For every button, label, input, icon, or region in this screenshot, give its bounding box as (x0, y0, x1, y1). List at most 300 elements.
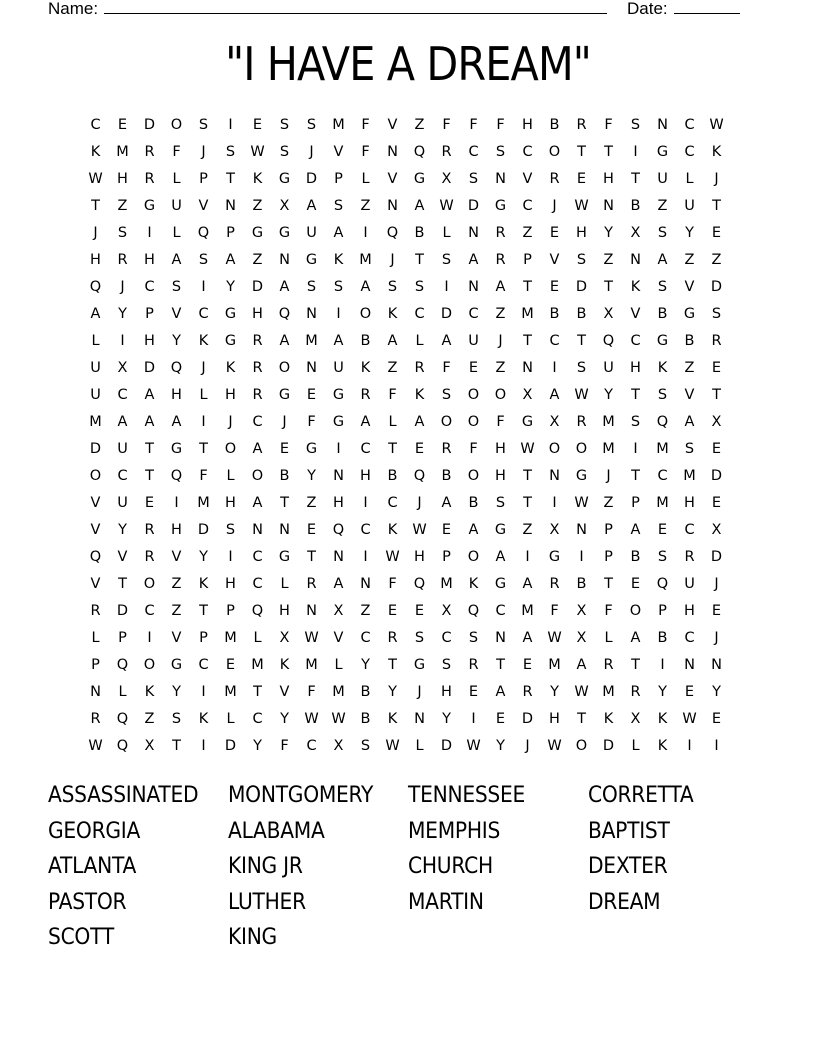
grid-letter[interactable]: K (711, 144, 722, 160)
grid-letter[interactable]: Q (89, 549, 102, 565)
grid-letter[interactable]: N (657, 117, 668, 133)
grid-letter[interactable]: E (711, 225, 722, 241)
grid-letter[interactable]: V (171, 630, 182, 646)
grid-letter[interactable]: N (252, 522, 263, 538)
grid-letter[interactable]: K (333, 252, 344, 268)
grid-letter[interactable]: X (333, 738, 344, 754)
grid-letter[interactable]: L (172, 225, 181, 241)
grid-letter[interactable]: M (224, 684, 237, 700)
grid-letter[interactable]: S (360, 738, 371, 754)
grid-letter[interactable]: U (684, 198, 695, 214)
grid-letter[interactable]: W (547, 630, 562, 646)
grid-letter[interactable]: I (660, 657, 665, 673)
grid-letter[interactable]: A (495, 279, 506, 295)
grid-letter[interactable]: J (417, 684, 422, 700)
grid-letter[interactable]: M (656, 441, 669, 457)
grid-letter[interactable]: B (657, 630, 668, 646)
grid-letter[interactable]: D (143, 117, 156, 133)
grid-letter[interactable]: L (226, 468, 235, 484)
grid-letter[interactable]: N (279, 252, 290, 268)
grid-letter[interactable]: H (576, 225, 587, 241)
grid-letter[interactable]: Q (656, 576, 669, 592)
grid-letter[interactable]: L (685, 171, 694, 187)
grid-letter[interactable]: P (91, 657, 100, 673)
grid-letter[interactable]: N (603, 198, 614, 214)
grid-letter[interactable]: P (118, 630, 127, 646)
grid-letter[interactable]: R (468, 657, 479, 673)
grid-letter[interactable]: K (90, 144, 101, 160)
grid-letter[interactable]: H (549, 711, 560, 727)
grid-letter[interactable]: R (90, 603, 101, 619)
grid-letter[interactable]: S (657, 387, 668, 403)
grid-letter[interactable]: Y (118, 306, 127, 322)
grid-letter[interactable]: C (522, 144, 533, 160)
grid-letter[interactable]: L (226, 711, 235, 727)
grid-letter[interactable]: B (549, 306, 560, 322)
grid-letter[interactable]: T (388, 657, 397, 673)
grid-letter[interactable]: E (306, 522, 317, 538)
grid-letter[interactable]: H (360, 468, 371, 484)
grid-letter[interactable]: A (252, 441, 263, 457)
grid-letter[interactable]: H (252, 306, 263, 322)
grid-letter[interactable]: O (467, 414, 480, 430)
grid-letter[interactable]: Y (226, 279, 235, 295)
grid-letter[interactable]: N (711, 657, 722, 673)
grid-letter[interactable]: J (390, 252, 395, 268)
grid-letter[interactable]: T (415, 252, 424, 268)
grid-letter[interactable]: U (90, 387, 101, 403)
grid-letter[interactable]: Q (413, 468, 426, 484)
grid-letter[interactable]: Z (306, 495, 317, 511)
grid-letter[interactable]: T (631, 468, 640, 484)
grid-letter[interactable]: A (630, 522, 641, 538)
grid-letter[interactable]: A (144, 414, 155, 430)
grid-letter[interactable]: J (282, 414, 287, 430)
grid-letter[interactable]: H (117, 171, 128, 187)
grid-letter[interactable]: A (171, 252, 182, 268)
grid-letter[interactable]: G (332, 414, 345, 430)
grid-letter[interactable]: F (496, 117, 505, 133)
grid-letter[interactable]: B (414, 225, 425, 241)
grid-letter[interactable]: N (90, 684, 101, 700)
grid-letter[interactable]: U (90, 360, 101, 376)
grid-letter[interactable]: B (549, 117, 560, 133)
grid-letter[interactable]: S (333, 198, 344, 214)
grid-letter[interactable]: K (198, 333, 209, 349)
grid-letter[interactable]: W (304, 711, 319, 727)
grid-letter[interactable]: B (657, 306, 668, 322)
grid-letter[interactable]: D (467, 198, 480, 214)
grid-letter[interactable]: Y (172, 684, 181, 700)
grid-letter[interactable]: T (604, 576, 613, 592)
grid-letter[interactable]: S (576, 360, 587, 376)
grid-letter[interactable]: Y (550, 684, 559, 700)
grid-letter[interactable]: N (279, 522, 290, 538)
grid-letter[interactable]: A (549, 387, 560, 403)
grid-letter[interactable]: O (170, 117, 183, 133)
grid-letter[interactable]: Q (170, 468, 183, 484)
grid-letter[interactable]: E (684, 684, 695, 700)
grid-letter[interactable]: W (88, 171, 103, 187)
grid-letter[interactable]: S (576, 252, 587, 268)
grid-letter[interactable]: U (171, 198, 182, 214)
grid-letter[interactable]: M (332, 117, 345, 133)
grid-letter[interactable]: T (307, 549, 316, 565)
grid-letter[interactable]: S (198, 117, 209, 133)
grid-letter[interactable]: M (197, 495, 210, 511)
grid-letter[interactable]: H (495, 441, 506, 457)
grid-letter[interactable]: P (442, 549, 451, 565)
grid-letter[interactable]: C (252, 414, 263, 430)
grid-letter[interactable]: I (714, 738, 719, 754)
grid-letter[interactable]: L (118, 684, 127, 700)
grid-letter[interactable]: N (549, 468, 560, 484)
grid-letter[interactable]: N (522, 360, 533, 376)
grid-letter[interactable]: I (336, 441, 341, 457)
grid-letter[interactable]: P (523, 252, 532, 268)
grid-letter[interactable]: P (145, 306, 154, 322)
grid-letter[interactable]: I (525, 549, 530, 565)
grid-letter[interactable]: R (144, 549, 155, 565)
grid-letter[interactable]: Q (278, 306, 291, 322)
grid-letter[interactable]: D (440, 738, 453, 754)
grid-letter[interactable]: A (414, 414, 425, 430)
grid-letter[interactable]: W (88, 738, 103, 754)
grid-letter[interactable]: M (548, 657, 561, 673)
grid-letter[interactable]: S (657, 279, 668, 295)
grid-letter[interactable]: R (495, 225, 506, 241)
grid-letter[interactable]: T (145, 468, 154, 484)
grid-letter[interactable]: O (548, 441, 561, 457)
grid-letter[interactable]: R (387, 630, 398, 646)
grid-letter[interactable]: E (468, 684, 479, 700)
grid-letter[interactable]: X (711, 522, 722, 538)
grid-letter[interactable]: H (279, 603, 290, 619)
grid-letter[interactable]: I (201, 684, 206, 700)
grid-letter[interactable]: J (228, 414, 233, 430)
grid-letter[interactable]: K (252, 171, 263, 187)
grid-letter[interactable]: C (90, 117, 101, 133)
grid-letter[interactable]: E (711, 495, 722, 511)
grid-letter[interactable]: E (117, 117, 128, 133)
grid-letter[interactable]: I (228, 117, 233, 133)
grid-letter[interactable]: L (604, 630, 613, 646)
grid-letter[interactable]: Q (170, 360, 183, 376)
grid-letter[interactable]: R (576, 117, 587, 133)
grid-letter[interactable]: R (252, 360, 263, 376)
grid-letter[interactable]: A (495, 684, 506, 700)
grid-letter[interactable]: M (224, 630, 237, 646)
grid-letter[interactable]: C (306, 738, 317, 754)
grid-letter[interactable]: K (198, 711, 209, 727)
grid-letter[interactable]: T (712, 387, 721, 403)
grid-letter[interactable]: Q (332, 522, 345, 538)
grid-letter[interactable]: Y (658, 684, 667, 700)
grid-letter[interactable]: T (631, 657, 640, 673)
grid-letter[interactable]: G (143, 198, 156, 214)
grid-letter[interactable]: O (467, 468, 480, 484)
grid-letter[interactable]: E (144, 495, 155, 511)
grid-letter[interactable]: X (549, 522, 560, 538)
grid-letter[interactable]: C (198, 657, 209, 673)
grid-letter[interactable]: N (333, 549, 344, 565)
grid-letter[interactable]: L (91, 630, 100, 646)
grid-letter[interactable]: U (333, 360, 344, 376)
grid-letter[interactable]: N (468, 279, 479, 295)
grid-letter[interactable]: Z (360, 603, 371, 619)
grid-letter[interactable]: C (360, 630, 371, 646)
grid-letter[interactable]: R (252, 387, 263, 403)
grid-letter[interactable]: V (279, 684, 290, 700)
grid-letter[interactable]: G (683, 306, 696, 322)
grid-letter[interactable]: T (523, 333, 532, 349)
grid-letter[interactable]: S (630, 414, 641, 430)
grid-letter[interactable]: P (631, 495, 640, 511)
grid-letter[interactable]: Y (388, 684, 397, 700)
grid-letter[interactable]: K (387, 306, 398, 322)
grid-letter[interactable]: F (442, 117, 451, 133)
grid-letter[interactable]: S (684, 441, 695, 457)
grid-letter[interactable]: A (657, 252, 668, 268)
grid-letter[interactable]: Z (495, 360, 506, 376)
grid-letter[interactable]: J (606, 468, 611, 484)
grid-letter[interactable]: E (549, 279, 560, 295)
grid-letter[interactable]: H (171, 522, 182, 538)
grid-letter[interactable]: S (657, 549, 668, 565)
grid-letter[interactable]: S (279, 144, 290, 160)
grid-letter[interactable]: I (174, 495, 179, 511)
grid-letter[interactable]: T (631, 387, 640, 403)
grid-letter[interactable]: I (363, 225, 368, 241)
grid-letter[interactable]: I (147, 630, 152, 646)
grid-letter[interactable]: X (279, 198, 290, 214)
grid-letter[interactable]: Q (467, 603, 480, 619)
grid-letter[interactable]: M (332, 684, 345, 700)
grid-letter[interactable]: V (90, 576, 101, 592)
grid-letter[interactable]: Z (657, 198, 668, 214)
grid-letter[interactable]: S (171, 279, 182, 295)
grid-letter[interactable]: Y (199, 549, 208, 565)
grid-letter[interactable]: N (225, 198, 236, 214)
grid-letter[interactable]: G (494, 522, 507, 538)
grid-letter[interactable]: E (657, 522, 668, 538)
grid-letter[interactable]: A (360, 414, 371, 430)
grid-letter[interactable]: V (90, 522, 101, 538)
grid-letter[interactable]: W (574, 684, 589, 700)
grid-letter[interactable]: Z (603, 252, 614, 268)
grid-letter[interactable]: T (199, 441, 208, 457)
grid-letter[interactable]: B (468, 495, 479, 511)
grid-letter[interactable]: I (471, 711, 476, 727)
grid-letter[interactable]: C (684, 117, 695, 133)
grid-letter[interactable]: D (710, 279, 723, 295)
grid-letter[interactable]: N (630, 252, 641, 268)
grid-letter[interactable]: K (414, 387, 425, 403)
grid-letter[interactable]: T (226, 171, 235, 187)
grid-letter[interactable]: C (684, 144, 695, 160)
grid-letter[interactable]: U (117, 441, 128, 457)
grid-letter[interactable]: F (388, 387, 397, 403)
grid-letter[interactable]: Q (116, 738, 129, 754)
grid-letter[interactable]: Y (253, 738, 262, 754)
grid-letter[interactable]: Z (495, 306, 506, 322)
grid-letter[interactable]: K (657, 360, 668, 376)
grid-letter[interactable]: C (684, 630, 695, 646)
grid-letter[interactable]: H (225, 495, 236, 511)
grid-letter[interactable]: S (657, 225, 668, 241)
grid-letter[interactable]: T (577, 144, 586, 160)
grid-letter[interactable]: N (333, 468, 344, 484)
grid-letter[interactable]: N (468, 225, 479, 241)
grid-letter[interactable]: P (334, 171, 343, 187)
grid-letter[interactable]: A (684, 414, 695, 430)
grid-letter[interactable]: D (710, 549, 723, 565)
grid-letter[interactable]: T (604, 144, 613, 160)
grid-letter[interactable]: Z (522, 225, 533, 241)
grid-letter[interactable]: J (552, 198, 557, 214)
grid-letter[interactable]: E (468, 360, 479, 376)
grid-letter[interactable]: Y (604, 387, 613, 403)
grid-letter[interactable]: S (117, 225, 128, 241)
grid-letter[interactable]: D (251, 279, 264, 295)
grid-letter[interactable]: S (387, 279, 398, 295)
grid-letter[interactable]: P (199, 171, 208, 187)
grid-letter[interactable]: K (468, 576, 479, 592)
grid-letter[interactable]: D (305, 171, 318, 187)
grid-letter[interactable]: C (495, 603, 506, 619)
grid-letter[interactable]: G (656, 333, 669, 349)
grid-letter[interactable]: A (576, 657, 587, 673)
grid-letter[interactable]: B (576, 306, 587, 322)
grid-letter[interactable]: S (414, 630, 425, 646)
grid-letter[interactable]: I (363, 549, 368, 565)
grid-letter[interactable]: G (278, 171, 291, 187)
grid-letter[interactable]: E (414, 441, 425, 457)
grid-letter[interactable]: N (306, 306, 317, 322)
grid-letter[interactable]: L (388, 414, 397, 430)
grid-letter[interactable]: Z (711, 252, 722, 268)
grid-letter[interactable]: S (333, 279, 344, 295)
grid-letter[interactable]: I (633, 441, 638, 457)
grid-letter[interactable]: G (278, 225, 291, 241)
grid-letter[interactable]: U (657, 171, 668, 187)
grid-letter[interactable]: A (441, 495, 452, 511)
grid-letter[interactable]: G (494, 198, 507, 214)
grid-letter[interactable]: W (304, 630, 319, 646)
grid-letter[interactable]: A (225, 252, 236, 268)
grid-letter[interactable]: S (630, 117, 641, 133)
grid-letter[interactable]: R (684, 549, 695, 565)
grid-letter[interactable]: X (441, 603, 452, 619)
grid-letter[interactable]: M (305, 333, 318, 349)
grid-letter[interactable]: I (552, 360, 557, 376)
grid-letter[interactable]: O (143, 576, 156, 592)
grid-letter[interactable]: W (466, 738, 481, 754)
grid-letter[interactable]: G (224, 333, 237, 349)
grid-letter[interactable]: S (441, 252, 452, 268)
grid-letter[interactable]: F (361, 144, 370, 160)
grid-letter[interactable]: X (117, 360, 128, 376)
grid-letter[interactable]: Y (118, 522, 127, 538)
grid-letter[interactable]: R (144, 171, 155, 187)
grid-letter[interactable]: O (359, 306, 372, 322)
grid-letter[interactable]: H (333, 495, 344, 511)
grid-letter[interactable]: C (414, 306, 425, 322)
grid-letter[interactable]: C (657, 468, 668, 484)
grid-letter[interactable]: X (576, 630, 587, 646)
grid-letter[interactable]: I (336, 306, 341, 322)
grid-letter[interactable]: Z (360, 198, 371, 214)
date-field[interactable] (627, 0, 740, 21)
grid-letter[interactable]: M (359, 252, 372, 268)
grid-letter[interactable]: M (251, 657, 264, 673)
grid-letter[interactable]: I (228, 549, 233, 565)
grid-letter[interactable]: P (658, 603, 667, 619)
grid-letter[interactable]: Q (116, 657, 129, 673)
grid-letter[interactable]: I (201, 738, 206, 754)
grid-letter[interactable]: S (225, 144, 236, 160)
grid-letter[interactable]: H (684, 603, 695, 619)
grid-letter[interactable]: K (657, 711, 668, 727)
grid-letter[interactable]: A (279, 279, 290, 295)
grid-letter[interactable]: B (387, 468, 398, 484)
grid-letter[interactable]: Z (387, 360, 398, 376)
grid-letter[interactable]: G (278, 549, 291, 565)
grid-letter[interactable]: Z (252, 198, 263, 214)
grid-letter[interactable]: X (333, 603, 344, 619)
grid-letter[interactable]: Q (89, 279, 102, 295)
grid-letter[interactable]: T (91, 198, 100, 214)
grid-letter[interactable]: X (522, 387, 533, 403)
grid-letter[interactable]: M (521, 306, 534, 322)
grid-letter[interactable]: J (417, 495, 422, 511)
grid-letter[interactable]: P (226, 225, 235, 241)
grid-letter[interactable]: V (198, 198, 209, 214)
grid-letter[interactable]: E (711, 441, 722, 457)
grid-letter[interactable]: H (684, 495, 695, 511)
grid-letter[interactable]: O (575, 441, 588, 457)
grid-letter[interactable]: Y (361, 657, 370, 673)
grid-letter[interactable]: O (467, 549, 480, 565)
grid-letter[interactable]: T (604, 279, 613, 295)
grid-letter[interactable]: U (603, 360, 614, 376)
grid-letter[interactable]: F (469, 117, 478, 133)
grid-letter[interactable]: H (225, 576, 236, 592)
grid-letter[interactable]: K (279, 657, 290, 673)
grid-letter[interactable]: S (495, 144, 506, 160)
grid-letter[interactable]: E (576, 171, 587, 187)
grid-letter[interactable]: H (630, 360, 641, 376)
grid-letter[interactable]: G (413, 657, 426, 673)
grid-letter[interactable]: K (387, 711, 398, 727)
grid-letter[interactable]: U (117, 495, 128, 511)
grid-letter[interactable]: F (469, 441, 478, 457)
grid-letter[interactable]: E (252, 117, 263, 133)
grid-letter[interactable]: N (576, 522, 587, 538)
grid-letter[interactable]: M (521, 603, 534, 619)
grid-letter[interactable]: W (412, 522, 427, 538)
grid-letter[interactable]: Y (172, 333, 181, 349)
grid-letter[interactable]: P (604, 549, 613, 565)
grid-letter[interactable]: Q (251, 603, 264, 619)
grid-letter[interactable]: G (332, 387, 345, 403)
grid-letter[interactable]: D (143, 360, 156, 376)
grid-letter[interactable]: R (252, 333, 263, 349)
name-blank-line[interactable] (104, 0, 607, 14)
grid-letter[interactable]: R (441, 144, 452, 160)
grid-letter[interactable]: L (334, 657, 343, 673)
grid-letter[interactable]: H (414, 549, 425, 565)
